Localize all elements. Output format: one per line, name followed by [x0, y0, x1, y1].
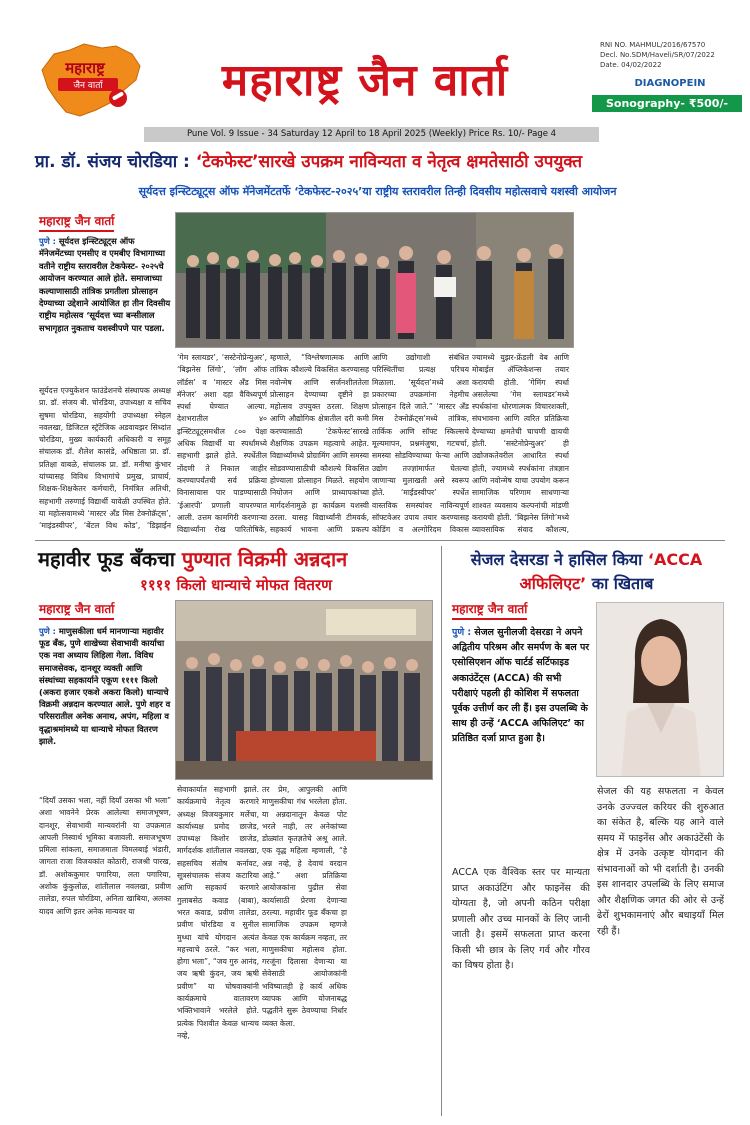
story1-source-tag: महाराष्ट्र जैन वार्ता [39, 212, 114, 232]
story3-headline-c: का खिताब [586, 574, 654, 593]
story2-lead [39, 625, 171, 747]
story3-source-tag: महाराष्ट्र जैन वार्ता [452, 600, 527, 620]
ad-brand: DIAGNOPEIN [634, 78, 706, 89]
story2-lead-text: माणुसकीला धर्म मानणाऱ्या महावीर फूड बँक, पुणे शाखेच्या सेवाभावी कार्याचा एक नवा अध्याय लिहिला गेला. विविध समाजसेवक, दानशूर व्यक्ती आणि संस्थांच्या सहकार्याने एकूण ११११ किलो (अकरा हजार एकशे अकरा किलो) धान्याचे विक्रमी अन्नदान करण्यात आले. पुणे शहर व परिसरातील अनेक अनाथ, अपंग, महिला व वृद्धाश्रमांमध्ये या धान्याचे मोफत वितरण झाले. [39, 626, 171, 746]
issue-info-bar: Pune Vol. 9 Issue - 34 Saturday 12 April to 18 April 2025 (Weekly) Price Rs. 10/- Page 4 [144, 127, 599, 142]
story1-lead-text: सूर्यदत्त इन्स्टिट्यूट्स ऑफ मॅनेजमेंटच्या एमसीए व एमबीए विभागाच्या वतीने राष्ट्रीय स्तरावरील टेकफेस्ट- २०२५चे आयोजन करण्यात आले होते. समाजाच्या कल्याणासाठी तांत्रिक प्रगतीला प्रोत्साहन देण्याच्या उद्देशाने आयोजित हा तीन दिवसीय राष्ट्रीय महोत्सव ‘सूर्यदत्त च्या बन्सीलाल सभागृहात नुकताच यशस्वीपणे पार पडला. [39, 236, 171, 333]
logo-subtext: जैन वार्ता [58, 78, 118, 91]
story2-photo [175, 600, 433, 780]
story3-dateline: पुणे : [452, 627, 475, 638]
story1-headline [35, 149, 720, 172]
story3-lead-text: सेजल सुनीलजी देसरडा ने अपने अद्वितीय परिश्रम और समर्पण के बल पर एसोसिएशन ऑफ चार्टर्ड सर्टिफाइड अकाउंटेंट्स (ACCA) की सभी परीक्षाएं पहली ही कोशिश में सफलता पूर्वक उत्तीर्ण कर ली हैं। इस उपलब्धि के साथ ही उन्हें ‘ACCA अफिलिएट’ का प्रतिष्ठित दर्जा प्राप्त हुआ है। [452, 627, 590, 745]
newspaper-title: महाराष्ट्र जैन वार्ता [221, 55, 509, 106]
story2-source-tag: महाराष्ट्र जैन वार्ता [39, 600, 114, 620]
story1-subhead: सूर्यदत्त इन्स्टिट्यूट्स ऑफ मॅनेजमेंटतर्फे ‘टेकफेस्ट-२०२५’या राष्ट्रीय स्तरावरील तिन्ही दिवसीय महोत्सवाचे यशस्वी आयोजन [138, 185, 617, 198]
story3-headline-b: ‘ACCA अफिलिएट’ [519, 550, 703, 593]
story2-headline-b: पुण्यात विक्रमी अन्नदान [181, 547, 348, 571]
sonography-offer: Sonography- ₹500/- [592, 95, 742, 112]
story3-column-2: सेजल की यह सफलता न केवल उनके उज्ज्वल करियर की शुरुआत का संकेत है, बल्कि यह आने वाले समय में फाइनेंस और अकाउंटेंसी के क्षेत्र में उनके उत्कृष्ट योगदान की संभावनाओं को भी दर्शाती है। उनकी इस शानदार उपलब्धि के लिए समाज और शैक्षणिक जगत की ओर से उन्हें ढेरों शुभकामनाएं और बधाइयाँ मिल रही हैं। [597, 786, 724, 937]
section-divider [35, 540, 725, 541]
story3-column-1: ACCA एक वैश्विक स्तर पर मान्यता प्राप्त अकाउंटिंग और फाइनेंस की योग्यता है, जो अपनी कठिन परीक्षा प्रणाली और उच्च मानकों के लिए जानी जाती है। इसमें सफलता प्राप्त करना किसी भी छात्र के लिए गर्व और गौरव का विषय होता है। [452, 867, 590, 971]
award-ceremony-photo-icon [176, 213, 574, 348]
story1-column-5: ज्यामध्ये युझर-फ्रेंडली वेब आणि मोबाईल ॲप्लिकेशन्स तयार करायची होती. ‘गेमिंग स्पर्धा असलेल्या ‘गेम स्लायडर’मध्ये स्पर्धकांना धोरणात्मक विचारशक्ती, संघभावना आणि त्वरित प्रतिक्रिया देण्याच्या क्षमतेची चाचणी द्यायची होती. ‘सस्टेनोप्रेन्युअर’ ही उद्योजकतेवरील आधारित स्पर्धा होती, ज्यामध्ये स्पर्धकांना तंत्रज्ञान आणि नवोन्मेष याचा उपयोग करून सामाजिक परिणाम साधणाऱ्या शाश्वत व्यवसाय कल्पनांची मांडणी करायची होती. ‘बिझनेस लिंगो’मध्ये व्यावसायिक संवाद कौशल्य, [472, 353, 569, 535]
column-divider [441, 546, 442, 1116]
story1-column-3: म्हणाले, “विश्लेषणात्मक आणि तांत्रिक कौशल्ये विकसित करण्यासह नवोन्मेष आणि सर्जनशीलतेला प्रोत्साहन देण्याच्या दृष्टीने हा महोत्सव उपयुक्त ठरला. शिक्षण आणि औद्योगिक क्षेत्रातील दरी कमी करण्यासाठी ‘टेकफेस्ट’सारखे शैक्षणिक उपक्रम महत्वाचे आहेत. विद्यार्थ्यांमध्ये प्रोग्रामिंग आणि समस्या सोडवण्यासाठीची कौशल्ये विकसित होण्याला प्रोत्साहन मिळते. सहयोग नियोजन आणि प्राध्यापकांच्या मार्गदर्शनामुळे हा कार्यक्रम यशस्वी ठरला. यासह विद्यार्थ्यांनी टीमवर्क, सहकार्य भावना आणि प्रकल्प [270, 353, 369, 535]
story1-column-1: सूर्यदत्त एज्युकेशन फाउंडेशनचे संस्थापक अध्यक्ष प्रा. डॉ. संजय बी. चोरडिया, उपाध्यक्षा व सचिव सुषमा चोरडिया, सहयोगी उपाध्यक्षा स्नेहल नवलखा, डिजिटल स्ट्रॅटेजिक अडवायझर सिध्दांत चोरडिया, मुख्य कार्यकारी अधिकारी व समूह संचालक डॉ. शैलेश कासंडे, अधिष्ठाता प्रा. डॉ. प्रतिक्षा वाबळे, संचालक प्रा. डॉ. मनीषा कुंभार यांच्यासह विविध विभागांचे प्रमुख, प्राचार्य, शिक्षक-शिक्षकेतर कर्मचारी, निमंत्रित अतिथी, सहभागी तरुणाई विद्यार्थी यावेळी उपस्थित होते. या महोत्सवामध्ये ‘मास्टर अँड मिस टेक्नोक्रॅट्स’, ‘माइंडस्वीपर’, ‘बेंटल विथ कोड’, ‘डिझाईन [39, 386, 171, 531]
story2-headline [38, 545, 434, 572]
food-distribution-photo-icon [176, 601, 433, 780]
story1-headline-name: प्रा. डॉ. संजय चोरडिया : [35, 152, 196, 172]
story1-column-4: आणि उद्योगाशी संबंधित परिस्थितींचा प्रत्यक्ष परिचय मिळाला. ‘सूर्यदत्त’मध्ये अशा प्रकारच्या उपक्रमांना नेहमीच प्रोत्साहन दिले जाते.” ‘मास्टर अँड मिस टेक्नोक्रॅट्स’मध्ये तांत्रिक, तार्किक आणि सॉफ्ट स्किल्सचे मूल्यमापन, प्रश्नमंजुषा, गटचर्चा, समस्या सोडविण्याच्या फेऱ्या आणि उद्योग तज्ज्ञांमार्फत घेतल्या जाणाऱ्या मुलाखती असे स्वरूप होते. ‘माईंडस्वीपर’ स्पर्धेत वास्तविक समस्यांवर नाविन्यपूर्ण सॉफ्टवेअर उपाय तयार करण्यासह कोडिंग व अल्गोरिदम विकास [372, 353, 469, 535]
story3-lead [452, 625, 590, 747]
story1-headline-main: ‘टेकफेस्ट’सारखे उपक्रम नाविन्यता व नेतृत्व क्षमतेसाठी उपयुक्त [195, 152, 583, 172]
story3-portrait [596, 602, 724, 777]
declaration-number: Decl. No.SDM/Haveli/SR/07/2022 [600, 51, 715, 59]
story2-headline-a: महावीर फूड बँकचा [38, 547, 182, 571]
masthead-logo [36, 40, 146, 120]
story1-column-2: ‘गेम स्लायडर’, ‘सस्टेनोप्रेन्युअर’, ‘बिझनेस लिंगो’, ‘लॉग ऑफ लॉर्डस’ व ‘मास्टर अँड मिस मॅनेजर’ अशा दहा वैविध्यपूर्ण स्पर्धा घेण्यात आल्या. देशभरातील ४० इन्स्टिट्यूट्समधील ८०० पेक्षा अधिक विद्यार्थी या स्पर्धांमध्ये सहभागी झाले होते. स्पर्धेतील नोंदणी ते निकाल जाहीर करण्यापर्यंतची सर्व प्रक्रिया विनासायास पार पाडण्यासाठी ‘ईआरपी’ प्रणाली वापरण्यात आली. उत्तम कामगिरी करणाऱ्या विद्यार्थ्यांना रोख पारितोषिके, [177, 353, 267, 535]
registration-info [600, 40, 740, 70]
story2-dateline: पुणे : [39, 626, 59, 636]
story2-column-3: तर प्रेम, आपुलकी आणि माणुसकीचा गंध भरलेला होता. या अन्नदानातून केवळ पोट भरले नाही, तर अनेकांच्या डोळ्यांत कृतज्ञतेचे अश्रू आले. एक वृद्ध महिला म्हणाली, “हे अन्न नव्हे, हे देवाचं वरदान आहे.” अशा प्रतिक्रिया आयोजकांना पुढील सेवा कार्यासाठी प्रेरणा देणाऱ्या ठरल्या. महावीर फूड बँकचा हा सामाजिक उपक्रम म्हणजे केवळ एक कार्यक्रम नव्हता, तर माणुसकीचा महोत्सव होता. गरजूंना दिलासा देणाऱ्या या सेवेसाठी आयोजकांनी भविष्यातही हे कार्य अधिक व्यापक आणि योजनाबद्ध पद्धतीने सुरू ठेवण्याचा निर्धार व्यक्त केला. [262, 785, 347, 1028]
story2-column-2: सेवाकार्यात सहभागी झाले. कार्यक्रमाचे नेतृत्व करणारे अध्यक्ष विजयकुमार मर्लेचा, कार्याध्यक्ष प्रमोद छाजेड, उपाध्यक्ष किशोर छाजेड, मार्गदर्शक शांतीलाल नवलखा, सहसचिव संतोष कर्नावट, सूत्रसंचालक संजय कटारिया आणि सहकार्य करणारे गुलाबसेठ कवाड (बाबा), भरत कवाड, प्रवीण तालेडा, प्रवीण चोरडिया व सुनील मुथ्था यांचे योगदान अत्यंत महत्त्वाचे ठरले. “कर भला, होगा भला”, “जय गुरु आनंद, जय ऋषी कुंदन, जय ऋषी प्रवीण” या घोषवाक्यांनी कार्यक्रमाचे वातावरण भक्तिभावाने भरलेले होते. प्रत्येक पिशवीत केवळ धान्यच नव्हे, [177, 785, 259, 1040]
story1-photo [175, 212, 574, 348]
portrait-photo-icon [597, 603, 724, 777]
registration-date: Date. 04/02/2022 [600, 61, 662, 69]
story3-headline-a: सेजल देसरडा ने हासिल किया [470, 550, 648, 569]
logo-text: महाराष्ट्र [65, 59, 105, 77]
story1-lead [39, 235, 171, 334]
story3-headline [449, 548, 724, 596]
story2-subhead: ११११ किलो धान्याचे मोफत वितरण [140, 576, 332, 594]
story1-dateline: पुणे : [39, 236, 59, 246]
story2-column-1: “दियाँ उसका भला, नहीं दियाँ उसका भी भला” अशा भावनेने प्रेरक आलेल्या समाजभूषण, दानशूर, सेवाभावी मान्यवरांनी या उपक्रमात आपली निस्वार्थ भूमिका बजावली. समाजभूषण प्रमिला सांकला, समाजमाता विमलबाई भंडारी, जागता राजा विजयकांत कोठारी, राजश्री पारख, डॉ. अशोककुमार पगारिया, लता पगारिया, अशोक कुंकुलोळ, शांतीलाल नवलखा, प्रवीण तालेडा, रुपल चोरडिया, अनिता खाबिया, अलका यादव आणि इतर अनेक मान्यवर या [39, 796, 171, 916]
rni-number: RNI NO. MAHMUL/2016/67570 [600, 41, 706, 49]
diagnopein-ad [600, 78, 740, 94]
